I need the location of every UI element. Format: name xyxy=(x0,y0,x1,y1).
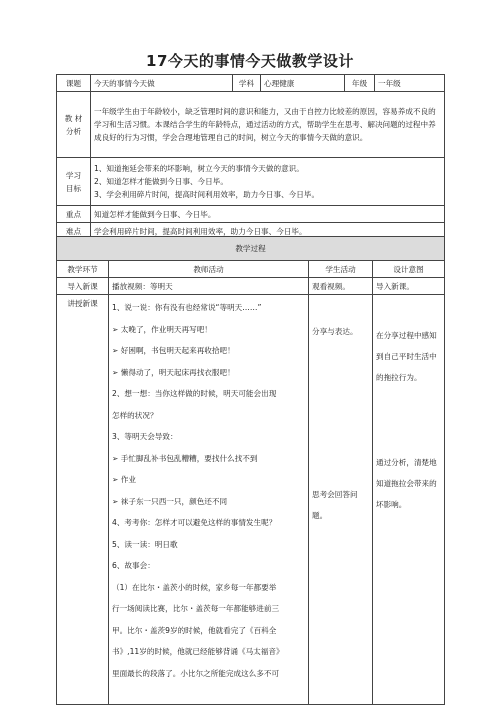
intent-2: 通过分析，清楚地知道拖拉会带来的坏影响。 xyxy=(376,458,437,509)
header-student: 学生活动 xyxy=(309,261,373,278)
teacher-line: ➢ 好困啊，书包明天起来再收拾吧！ xyxy=(112,346,235,355)
teacher-line: 6、故事会： xyxy=(112,561,155,570)
teacher-line: ➢ 懒得动了，明天起床再找衣服吧！ xyxy=(112,367,235,377)
goal-item: 2、知道怎样才能做到今日事、今日毕。 xyxy=(94,177,228,186)
teacher-line: 怎样的状况？ xyxy=(112,410,158,420)
goals-label-line2: 目标 xyxy=(65,183,82,193)
subject-value: 今天的事情今天做 xyxy=(91,75,233,92)
teacher-line: 里面最长的段落了。小比尔之所能完成这么多不可 xyxy=(112,668,280,678)
difficult-label: 难点 xyxy=(57,223,91,240)
row1-stage: 导入新课 xyxy=(57,278,109,295)
row2-student xyxy=(309,295,373,705)
grade-label: 年级 xyxy=(345,75,375,92)
analysis-label xyxy=(57,92,91,158)
teacher-line: ➢ 手忙脚乱补书包乱糟糟，要找什么找不到 xyxy=(112,453,258,463)
analysis-text: 一年级学生由于年龄较小，缺乏管理时间的意识和能力，又由于自控力比较差的原因，容易养成不良的学习和生活习惯。本课结合学生的年龄特点，通过活动的方式，帮助学生在思考、解决问题的过程中养成良好的行为习惯，学会合理地管理自己的时间，树立今天的事情今天做的意识。 xyxy=(91,92,445,158)
teacher-line: ➢ 作业 xyxy=(112,475,136,484)
process-table xyxy=(56,236,445,705)
analysis-label-line2: 分析 xyxy=(65,126,82,136)
goals-label-line1: 学习 xyxy=(65,170,82,180)
teacher-line: ➢ 袜子东一只西一只，颜色还不同 xyxy=(112,496,228,506)
header-intent: 设计意图 xyxy=(373,261,445,278)
goals-label xyxy=(57,158,91,206)
discipline-label: 学科 xyxy=(233,75,261,92)
difficult-text: 学会利用碎片时间，提高时间利用效率，助力今日事、今日毕。 xyxy=(91,223,445,240)
teacher-line: （1）在比尔・盖茨小的时候，家乡每一年都要举 xyxy=(112,582,277,592)
info-table xyxy=(56,74,445,240)
header-stage: 教学环节 xyxy=(57,261,109,278)
row2-intent xyxy=(373,295,445,705)
teacher-line: 3、等明天会导致： xyxy=(112,432,178,441)
row2-stage: 讲授新课 xyxy=(57,295,109,705)
row1-teacher: 播放视频：等明天 xyxy=(109,278,309,295)
teacher-line: 书》,11岁的时候，他就已经能够背诵《马太福音》 xyxy=(112,647,284,656)
teacher-line: ➢ 太晚了，作业明天再写吧！ xyxy=(112,324,212,334)
intent-1: 在分享过程中感知到自己平时生活中的拖拉行为。 xyxy=(376,331,437,382)
subject-label: 课题 xyxy=(57,75,91,92)
student-activity-1: 分享与表达。 xyxy=(312,327,358,336)
row1-student: 观看视频。 xyxy=(309,278,373,295)
teacher-line: 行一场阅读比赛，比尔・盖茨每一年都能够进前三 xyxy=(112,604,280,613)
grade-value: 一年级 xyxy=(375,75,445,92)
student-activity-2: 思考会回答问题。 xyxy=(312,490,358,520)
teacher-line: 2、想一想：当你这样做的时候，明天可能会出现 xyxy=(112,389,277,398)
header-teacher: 教师活动 xyxy=(109,261,309,278)
analysis-label-line1: 教 材 xyxy=(64,113,83,123)
row2-teacher xyxy=(109,295,309,705)
key-text: 知道怎样才能做到今日事、今日毕。 xyxy=(91,206,445,223)
teacher-line: 甲。比尔・盖茨9岁的时候，他就看完了《百科全 xyxy=(112,625,277,635)
key-label: 重点 xyxy=(57,206,91,223)
goal-item: 3、学会利用碎片时间，提高时间利用效率，助力今日事、今日毕。 xyxy=(94,190,320,199)
teacher-line: 5、读一读：明日歌 xyxy=(112,539,178,549)
section-title: 教学过程 xyxy=(57,237,445,261)
page-title: 17今天的事情今天做教学设计 xyxy=(146,52,354,70)
teacher-line: 4、考考你：怎样才可以避免这样的事情发生呢？ xyxy=(112,518,277,527)
discipline-value: 心理健康 xyxy=(261,75,345,92)
teacher-line: 1、说一说：你有没有也经常说“等明天……” xyxy=(112,303,262,312)
goals-list xyxy=(91,158,445,206)
row1-intent: 导入新课。 xyxy=(373,278,445,295)
goal-item: 1、知道拖延会带来的坏影响，树立今天的事情今天做的意识。 xyxy=(94,164,304,173)
